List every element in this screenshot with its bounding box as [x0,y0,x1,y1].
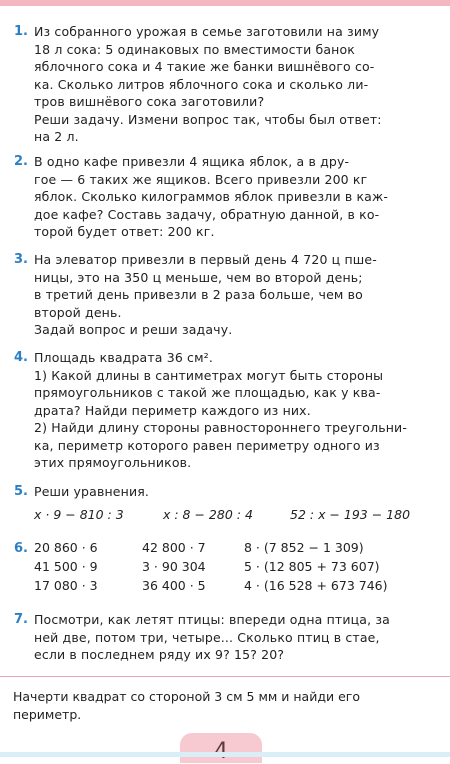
equation: x · 9 − 810 : 3 [34,507,124,522]
expression: 42 800 · 7 [142,540,206,555]
problem-line: В одно кафе привезли 4 ящика яблок, а в дру- [34,154,350,169]
problem-line: этих прямоугольников. [34,455,192,470]
page-number-tab [180,733,262,763]
expression: 8 · (7 852 − 1 309) [244,540,364,555]
problem-number: 6. [14,541,28,556]
problem-number: 2. [14,154,28,169]
problem-line: ней две, потом три, четыре... Сколько птиц в стае, [34,629,380,645]
problem-line: 1) Какой длины в сантиметрах могут быть стороны [34,367,384,383]
problem-line: Реши задачу. Измени вопрос так, чтобы был ответ: [34,111,382,127]
problem-number: 3. [14,252,28,267]
expression: 41 500 · 9 [34,559,98,574]
problem-line: тров вишнёвого сока заготовили? [34,94,265,109]
problem-line: яблочного сока и 4 такие же банки вишнёвого со- [34,59,375,74]
equation: x : 8 − 280 : 4 [163,507,253,522]
bottom-task-line: периметр. [13,707,82,722]
problem-line: если в последнем ряду их 9? 15? 20? [34,647,285,662]
problem-line: яблок. Сколько килограммов яблок привезли в каж- [34,189,389,204]
problem-text [34,483,410,501]
problem-text [34,349,410,472]
problem-number: 7. [14,612,28,627]
problem-line: 2) Найди длину стороны равностороннего треугольни- [34,420,407,435]
problem-line: гое — 6 таких же ящиков. Всего привезли 200 кг [34,171,368,187]
problem-line: Посмотри, как летят птицы: впереди одна птица, за [34,612,390,627]
problem-line: Реши уравнения. [34,484,150,499]
bottom-strip [0,752,450,757]
problem-line: торой будет ответ: 200 кг. [34,224,215,239]
expression: 20 860 · 6 [34,540,98,555]
problem-line: Площадь квадрата 36 см². [34,350,213,365]
expression: 5 · (12 805 + 73 607) [244,559,380,574]
problem-line: драта? Найди периметр каждого из них. [34,402,311,418]
problem-line: на 2 л. [34,129,79,144]
problem-text [34,251,410,339]
problem-number: 1. [14,24,28,39]
problem-line: дое кафе? Составь задачу, обратную данной, в ко- [34,206,380,222]
expression: 36 400 · 5 [142,578,206,593]
expression: 3 · 90 304 [142,559,206,574]
problem-line: ницы, это на 350 ц меньше, чем во второй день; [34,269,363,285]
problem-text [34,611,410,664]
problem-line: второй день. [34,304,122,320]
bottom-task [13,688,413,724]
problem-line: Задай вопрос и реши задачу. [34,322,233,337]
expression: 17 080 · 3 [34,578,98,593]
problem-text [34,153,410,241]
problem-line: ка, периметр которого равен периметру одного из [34,437,380,453]
problem-line: На элеватор привезли в первый день 4 720 ц пше- [34,252,377,267]
problem-text [34,23,410,146]
problem-line: ка. Сколько литров яблочного сока и сколько ли- [34,76,369,92]
problem-line: 18 л сока: 5 одинаковых по вместимости банок [34,41,355,57]
problem-number: 5. [14,484,28,499]
problem-number: 4. [14,350,28,365]
equation: 52 : x − 193 − 180 [290,507,411,522]
problem-line: в третий день привезли в 2 раза больше, чем во [34,287,363,302]
expression: 4 · (16 528 + 673 746) [244,578,388,593]
divider [0,676,450,677]
problem-line: Из собранного урожая в семье заготовили на зиму [34,24,380,39]
top-decoration-bar [0,0,450,6]
problem-line: прямоугольников с такой же площадью, как у ква- [34,385,381,400]
bottom-task-line: Начерти квадрат со стороной 3 см 5 мм и найди его [13,689,360,704]
